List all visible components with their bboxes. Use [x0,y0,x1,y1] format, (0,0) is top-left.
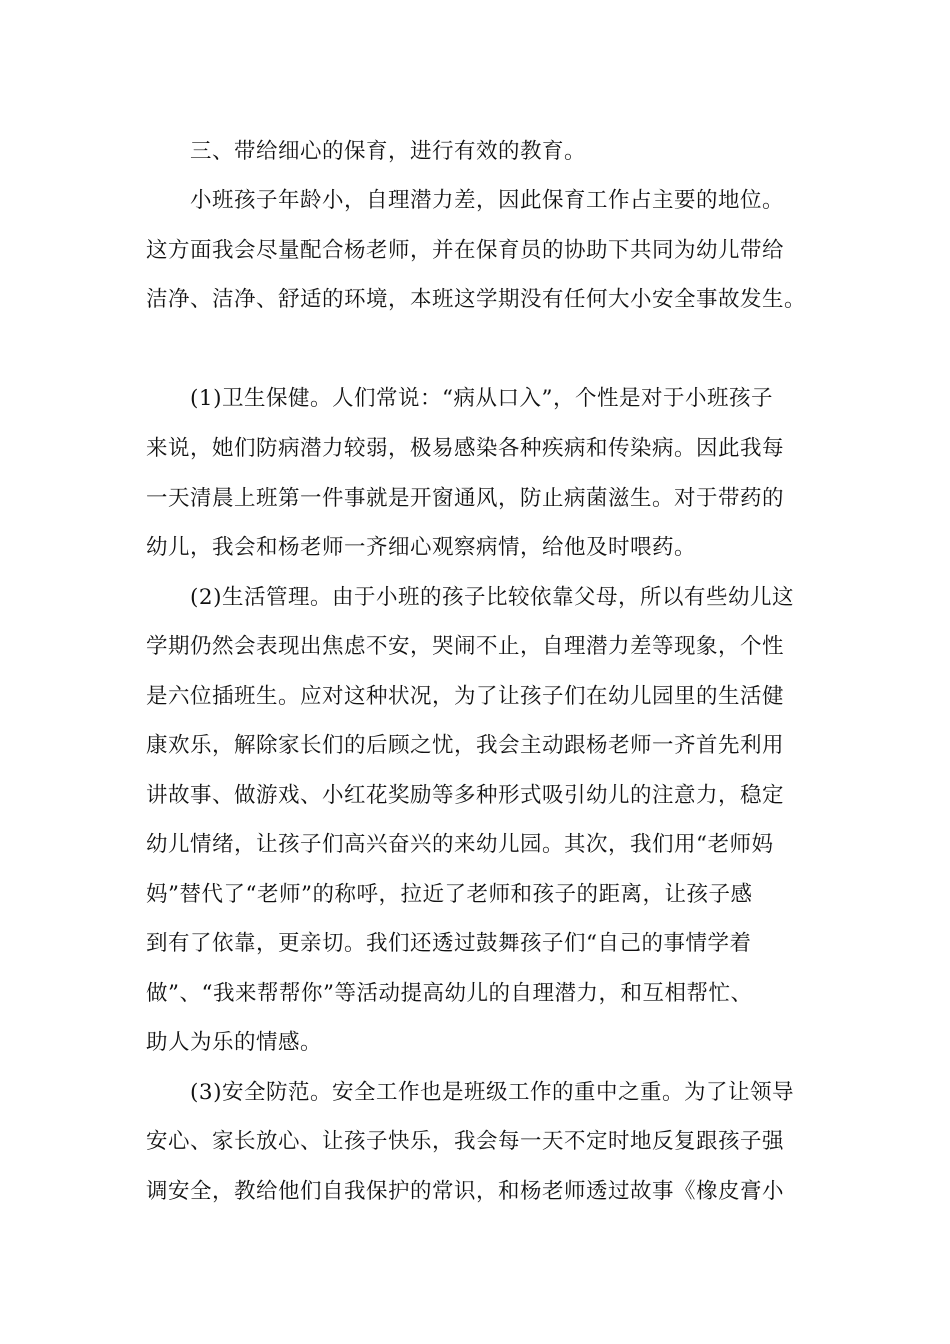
paragraph-line: 这方面我会尽量配合杨老师，并在保育员的协助下共同为幼儿带给 [146,238,785,263]
paragraph-line: (2)生活管理。由于小班的孩子比较依靠父母，所以有些幼儿这 [190,585,794,610]
paragraph-line: 调安全，教给他们自我保护的常识，和杨老师透过故事《橡皮膏小 [146,1179,785,1204]
paragraph-line: 是六位插班生。应对这种状况，为了让孩子们在幼儿园里的生活健 [146,684,785,709]
paragraph-line: 做”、“我来帮帮你”等活动提高幼儿的自理潜力，和互相帮忙、 [146,981,753,1006]
paragraph-line: 学期仍然会表现出焦虑不安，哭闹不止，自理潜力差等现象，个性 [146,634,785,659]
paragraph-line: 幼儿，我会和杨老师一齐细心观察病情，给他及时喂药。 [146,535,697,560]
paragraph-line: (3)安全防范。安全工作也是班级工作的重中之重。为了让领导 [190,1080,794,1105]
paragraph-line: 小班孩子年龄小，自理潜力差，因此保育工作占主要的地位。 [190,188,785,213]
paragraph-line: 安心、家长放心、让孩子快乐，我会每一天不定时地反复跟孩子强 [146,1129,785,1154]
paragraph-line: 洁净、洁净、舒适的环境，本班这学期没有任何大小安全事故发生。 [146,287,807,312]
paragraph-line: 到有了依靠，更亲切。我们还透过鼓舞孩子们“自己的事情学着 [146,931,752,956]
paragraph-line: 妈”替代了“老师”的称呼，拉近了老师和孩子的距离，让孩子感 [146,882,753,907]
paragraph-line: 助人为乐的情感。 [146,1030,323,1055]
paragraph-line: (1)卫生保健。人们常说：“病从口入”，个性是对于小班孩子 [190,386,773,411]
section-heading: 三、带给细心的保育，进行有效的教育。 [190,139,587,164]
paragraph-line: 康欢乐，解除家长们的后顾之忧，我会主动跟杨老师一齐首先利用 [146,733,785,758]
paragraph-line: 来说，她们防病潜力较弱，极易感染各种疾病和传染病。因此我每 [146,436,785,461]
paragraph-line: 讲故事、做游戏、小红花奖励等多种形式吸引幼儿的注意力，稳定 [146,783,785,808]
paragraph-line: 一天清晨上班第一件事就是开窗通风，防止病菌滋生。对于带药的 [146,486,785,511]
paragraph-line: 幼儿情绪，让孩子们高兴奋兴的来幼儿园。其次，我们用“老师妈 [146,832,774,857]
